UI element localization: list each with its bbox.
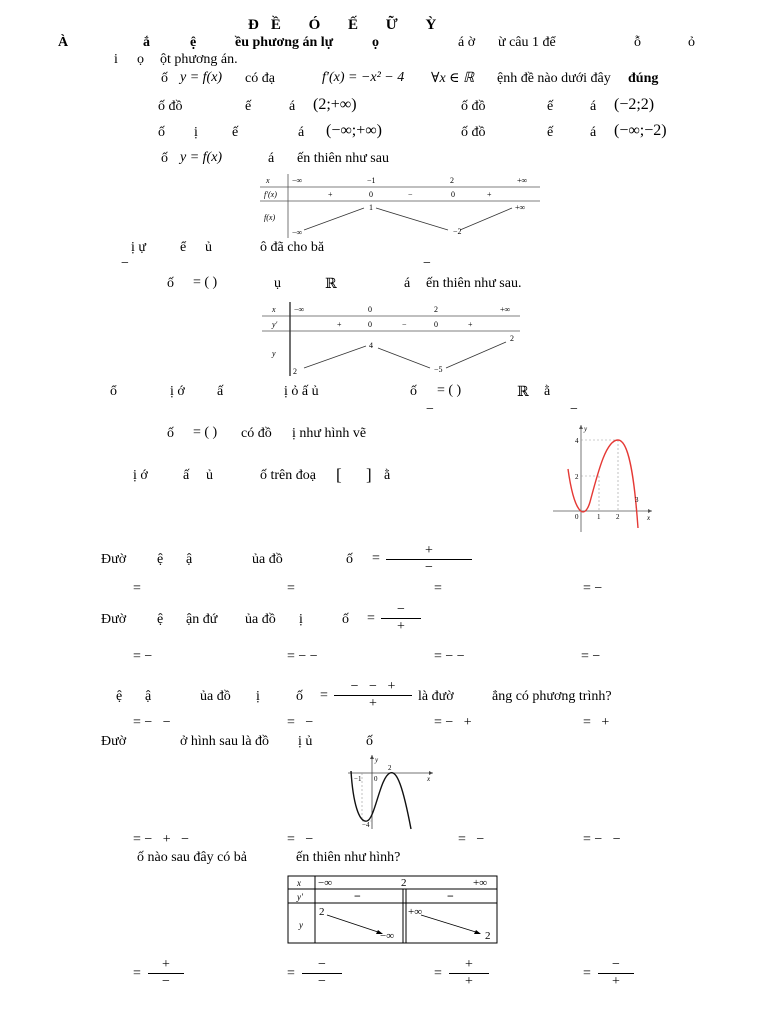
q5-fraction xyxy=(386,543,472,576)
q1-has-deriv: có đạ xyxy=(245,71,275,86)
q4-y-arrow-icon xyxy=(579,425,583,429)
q1-optC-w3: ế xyxy=(232,125,239,140)
q4-ask-w6: ] xyxy=(366,465,372,484)
q2-ask-w1: ị ự xyxy=(131,240,146,255)
q2-sign: 0 xyxy=(451,190,455,199)
q1-optD-w1: ố đồ xyxy=(461,125,486,140)
q9-optB-numerator: − xyxy=(318,957,326,972)
q7-optA: = − − xyxy=(133,715,171,730)
q2-w2: ến thiên như sau xyxy=(297,151,389,166)
q2-ask-w2: ể xyxy=(180,240,187,255)
q9-y-value: 2 xyxy=(319,906,325,918)
q2-x-value: −∞ xyxy=(292,176,303,185)
q2-lead: ố xyxy=(161,151,168,166)
q2-w1: á xyxy=(268,151,275,166)
q7-optC: = − + xyxy=(434,715,472,730)
q9-optB-denominator: − xyxy=(318,974,326,989)
q2-ask-w3: ủ xyxy=(205,240,212,255)
q6-fraction xyxy=(381,602,421,635)
q4-ask-w3: ủ xyxy=(206,468,213,483)
q1-optD-interval: (−∞;−2) xyxy=(614,122,667,139)
q6-optA: = − xyxy=(133,649,153,664)
q5-optB: = xyxy=(287,581,295,596)
q3-w1: ụ xyxy=(274,276,281,291)
q8-label-neg1: −1 xyxy=(354,775,362,783)
q9-optA-denominator: − xyxy=(162,974,170,989)
q3-ask-w3: ấ xyxy=(217,384,224,399)
q9-y-value: 2 xyxy=(485,930,491,942)
q1-optA-w1: ố đồ xyxy=(158,99,183,114)
q4-function-curve xyxy=(568,440,638,528)
q8-w1: Đườ xyxy=(101,734,127,749)
q6-w4: ủa đồ xyxy=(245,612,276,627)
q5-optC: = xyxy=(434,581,442,596)
q6-w5: ị xyxy=(299,612,303,627)
instruction-line1-d: ều phương án lự xyxy=(235,35,334,50)
q4-ask-w7: ằ xyxy=(384,468,391,483)
instruction-line1-h: ỗ xyxy=(634,35,641,50)
q2-f-value: −2 xyxy=(453,227,462,236)
q3-sign: + xyxy=(337,320,342,329)
q4-w1: có đồ xyxy=(241,426,272,441)
q2-dash-2: − xyxy=(423,256,431,271)
q1-lead: ố xyxy=(161,71,168,86)
q3-R: ℝ xyxy=(325,277,337,292)
instruction-line1-e: ọ xyxy=(372,35,379,50)
q2-f-value: +∞ xyxy=(515,203,526,212)
q7-denominator: + xyxy=(369,696,377,711)
q9-w1: ố nào sau đây có bả xyxy=(137,850,248,865)
q2-ask-w4: ô đã cho bă xyxy=(260,240,325,255)
q4-ask-w4: ố trên đoạ xyxy=(260,468,316,483)
instruction-line1-a: À xyxy=(58,35,69,50)
q8-label-2: 2 xyxy=(388,764,392,772)
q9-sign: − xyxy=(447,889,454,903)
q4-x-label: x xyxy=(647,514,651,522)
q1-optB-interval: (−2;2) xyxy=(614,96,655,113)
q7-w3: ủa đồ xyxy=(200,689,231,704)
q5-optA: = xyxy=(133,581,141,596)
q4-w2: ị như hình vẽ xyxy=(292,426,367,441)
q9-w2: ến thiên như hình? xyxy=(296,850,401,865)
q8-w4: ố xyxy=(366,734,373,749)
q9-arrow-down xyxy=(421,915,479,933)
q3-x-value: 0 xyxy=(368,305,372,314)
q2-x-value: −1 xyxy=(367,176,376,185)
q9-variation-table xyxy=(287,875,499,945)
q6-w1: Đườ xyxy=(101,612,127,627)
q5-numerator: + xyxy=(425,543,433,558)
q8-w3: ị ủ xyxy=(298,734,313,749)
q9-sign: − xyxy=(354,889,361,903)
q1-optD-w3: á xyxy=(590,125,597,140)
q2-arrow-up xyxy=(304,208,364,230)
q9-optA-numerator: + xyxy=(162,957,170,972)
q5-w2: ệ xyxy=(157,552,164,567)
q1-optA-w2: ế xyxy=(245,99,252,114)
q9-optC-denominator: + xyxy=(465,974,473,989)
q9-y-value: −∞ xyxy=(380,930,395,942)
q7-w5: ố xyxy=(296,689,303,704)
q9-y-value: +∞ xyxy=(408,906,423,918)
q2-row-label-f: f(x) xyxy=(264,213,276,222)
q1-ask: ệnh đề nào dưới đây xyxy=(497,71,611,86)
q3-y-value: 4 xyxy=(369,341,373,350)
q6-w2: ệ xyxy=(157,612,164,627)
q3-sign: 0 xyxy=(434,320,438,329)
q3-eq: = ( ) xyxy=(193,275,218,290)
q3-row-label-yprime: y′ xyxy=(272,320,278,329)
q2-f-value: 1 xyxy=(369,203,373,212)
q9-optC-numerator: + xyxy=(465,957,473,972)
q3-sign: − xyxy=(402,320,407,329)
q5-denominator: − xyxy=(425,560,433,575)
q3-dash-2: − xyxy=(570,402,578,417)
q9-row-label-yprime: y′ xyxy=(297,892,303,902)
q1-func: y = f(x) xyxy=(180,70,223,85)
q2-x-value: +∞ xyxy=(517,176,528,185)
instruction-line1-g: ừ câu 1 để xyxy=(498,35,556,50)
q1-optA-interval: (2;+∞) xyxy=(313,96,357,113)
q8-optC: = − xyxy=(458,832,485,847)
q9-optD-numerator: − xyxy=(612,957,620,972)
q6-w3: ận đứ xyxy=(186,612,218,627)
q9-optB-fraction xyxy=(302,957,342,990)
q4-y-label: y xyxy=(584,425,588,433)
q2-sign: + xyxy=(328,190,333,199)
q3-variation-table xyxy=(262,300,522,378)
q2-sign: 0 xyxy=(369,190,373,199)
q2-sign: + xyxy=(487,190,492,199)
q3-ask-w1: ổ xyxy=(110,384,117,399)
q8-optD: = − − xyxy=(583,832,621,847)
q9-x-value: −∞ xyxy=(318,877,333,889)
instruction-line2-c: ột phương án. xyxy=(160,52,238,67)
q2-x-value: 2 xyxy=(450,176,454,185)
q9-row-label-y: y xyxy=(299,920,303,930)
q1-optB-w3: á xyxy=(590,99,597,114)
q2-variation-table xyxy=(260,172,540,240)
q2-arrow-down xyxy=(376,208,448,230)
q1-optB-w2: ế xyxy=(547,99,554,114)
q1-optC-interval: (−∞;+∞) xyxy=(326,122,382,139)
q4-y-tick: 4 xyxy=(575,437,579,445)
q8-y-arrow-icon xyxy=(370,755,374,759)
q3-arrow-up xyxy=(446,342,506,368)
q4-ask-w5: [ xyxy=(336,465,342,484)
q9-optC-fraction xyxy=(449,957,489,990)
q9-optD-eq: = xyxy=(583,966,591,981)
q3-arrow-down xyxy=(378,348,430,368)
q7-w6: là đườ xyxy=(418,689,454,704)
q9-optC-eq: = xyxy=(434,966,442,981)
q4-lead: ố xyxy=(167,426,174,441)
q5-w4: ủa đồ xyxy=(252,552,283,567)
q5-eq: = xyxy=(372,551,380,566)
q8-label-x: x xyxy=(427,775,431,783)
q5-optD: = − xyxy=(583,581,603,596)
q9-optA-fraction xyxy=(148,957,184,990)
q3-ask-w8: ằ xyxy=(544,384,551,399)
q7-optB: = − xyxy=(287,715,314,730)
q8-label-neg4: −4 xyxy=(362,821,370,829)
q8-w2: ở hình sau là đồ xyxy=(180,734,270,749)
q3-x-value: 2 xyxy=(434,305,438,314)
q2-sign: − xyxy=(408,190,413,199)
q1-optD-w2: ế xyxy=(547,125,554,140)
q4-x-tick: 2 xyxy=(616,513,620,521)
q5-w5: ố xyxy=(346,552,353,567)
q4-eq: = ( ) xyxy=(193,425,218,440)
q3-sign: 0 xyxy=(368,320,372,329)
q7-eq: = xyxy=(320,688,328,703)
q2-row-label-x: x xyxy=(266,176,270,185)
q9-arrow-down xyxy=(327,915,381,933)
q2-func: y = f(x) xyxy=(180,150,223,165)
q2-arrow-up xyxy=(460,208,512,230)
q4-ask-w2: ấ xyxy=(183,468,190,483)
q6-eq: = xyxy=(367,611,375,626)
q3-x-value: +∞ xyxy=(500,305,511,314)
q3-w3: ến thiên như sau. xyxy=(426,276,522,291)
q7-fraction xyxy=(334,679,412,712)
q3-y-value: 2 xyxy=(510,334,514,343)
q2-f-value: −∞ xyxy=(292,228,303,237)
q9-arrowhead-icon xyxy=(474,930,481,934)
q7-optD: = + xyxy=(583,715,610,730)
q1-optC-w2: ị xyxy=(194,125,198,140)
q9-optB-eq: = xyxy=(287,966,295,981)
q3-ask-w5: ố xyxy=(410,384,417,399)
q3-arrow-up xyxy=(304,346,366,368)
q3-ask-w2: ị ớ xyxy=(170,384,185,399)
q4-graph xyxy=(550,422,655,534)
instruction-line2-b: ọ xyxy=(137,52,144,67)
q9-x-value: 2 xyxy=(401,877,407,889)
q1-optC-w1: ố xyxy=(158,125,165,140)
q6-numerator: − xyxy=(397,602,405,617)
q4-origin-label: 0 xyxy=(575,513,579,521)
q1-forall: ∀x ∈ ℝ xyxy=(431,71,475,86)
q3-dash-1: − xyxy=(426,402,434,417)
q4-ask-w1: ị ớ xyxy=(133,468,148,483)
q3-row-label-y: y xyxy=(272,349,276,358)
q1-optB-w1: ố đồ xyxy=(461,99,486,114)
q1-ask-bold: đúng xyxy=(628,71,659,86)
instruction-line1-i: ỏ xyxy=(688,35,695,50)
q6-w6: ố xyxy=(342,612,349,627)
q1-deriv: f′(x) = −x² − 4 xyxy=(322,70,405,85)
q3-row-label-x: x xyxy=(272,305,276,314)
q3-sign: + xyxy=(468,320,473,329)
q3-ask-w4: ị ỏ ấ ủ xyxy=(284,384,319,399)
q5-w1: Đườ xyxy=(101,552,127,567)
q7-numerator: − − + xyxy=(350,679,396,694)
q8-optB: = − xyxy=(287,832,314,847)
q3-lead: ố xyxy=(167,276,174,291)
q7-w4: ị xyxy=(256,689,260,704)
q1-optA-w3: á xyxy=(289,99,296,114)
exam-title: ĐỀ Ó Ế Ữ Ỳ xyxy=(248,17,449,33)
q8-optA: = − + − xyxy=(133,832,190,847)
q5-w3: ậ xyxy=(186,552,193,567)
q6-denominator: + xyxy=(397,619,405,634)
q6-optC: = − − xyxy=(434,649,465,664)
q3-y-value: 2 xyxy=(293,367,297,376)
q6-optB: = − − xyxy=(287,649,318,664)
q4-y-tick: 2 xyxy=(575,473,579,481)
q9-optA-eq: = xyxy=(133,966,141,981)
q9-optD-fraction xyxy=(598,957,634,990)
q7-w1: ệ xyxy=(116,689,123,704)
q3-ask-w6: = ( ) xyxy=(437,383,462,398)
q4-x-tick: 1 xyxy=(597,513,601,521)
q2-row-label-fprime: f′(x) xyxy=(264,190,277,199)
instruction-line1-c: ệ xyxy=(190,35,197,50)
q4-x-arrow-icon xyxy=(648,509,652,513)
q6-optD: = − xyxy=(581,649,601,664)
q7-w2: ậ xyxy=(145,689,152,704)
q4-x-tick: 3 xyxy=(635,496,639,504)
q3-ask-w7: ℝ xyxy=(517,385,529,400)
q2-dash-1: − xyxy=(121,256,129,271)
q3-y-value: −5 xyxy=(434,365,443,374)
instruction-line1-f: á ờ xyxy=(458,35,476,50)
q9-x-value: +∞ xyxy=(473,877,488,889)
q9-optD-denominator: + xyxy=(612,974,620,989)
instruction-line2-a: i xyxy=(114,52,118,67)
q1-optC-w4: á xyxy=(298,125,305,140)
q9-row-label-x: x xyxy=(297,878,301,888)
q8-graph xyxy=(345,753,435,831)
q7-w7: ẳng có phương trình? xyxy=(492,689,612,704)
q8-label-y: y xyxy=(375,756,379,764)
q3-x-value: −∞ xyxy=(294,305,305,314)
q3-w2: á xyxy=(404,276,411,291)
instruction-line1-b: ắ xyxy=(143,35,150,50)
q8-label-origin: 0 xyxy=(374,775,378,783)
